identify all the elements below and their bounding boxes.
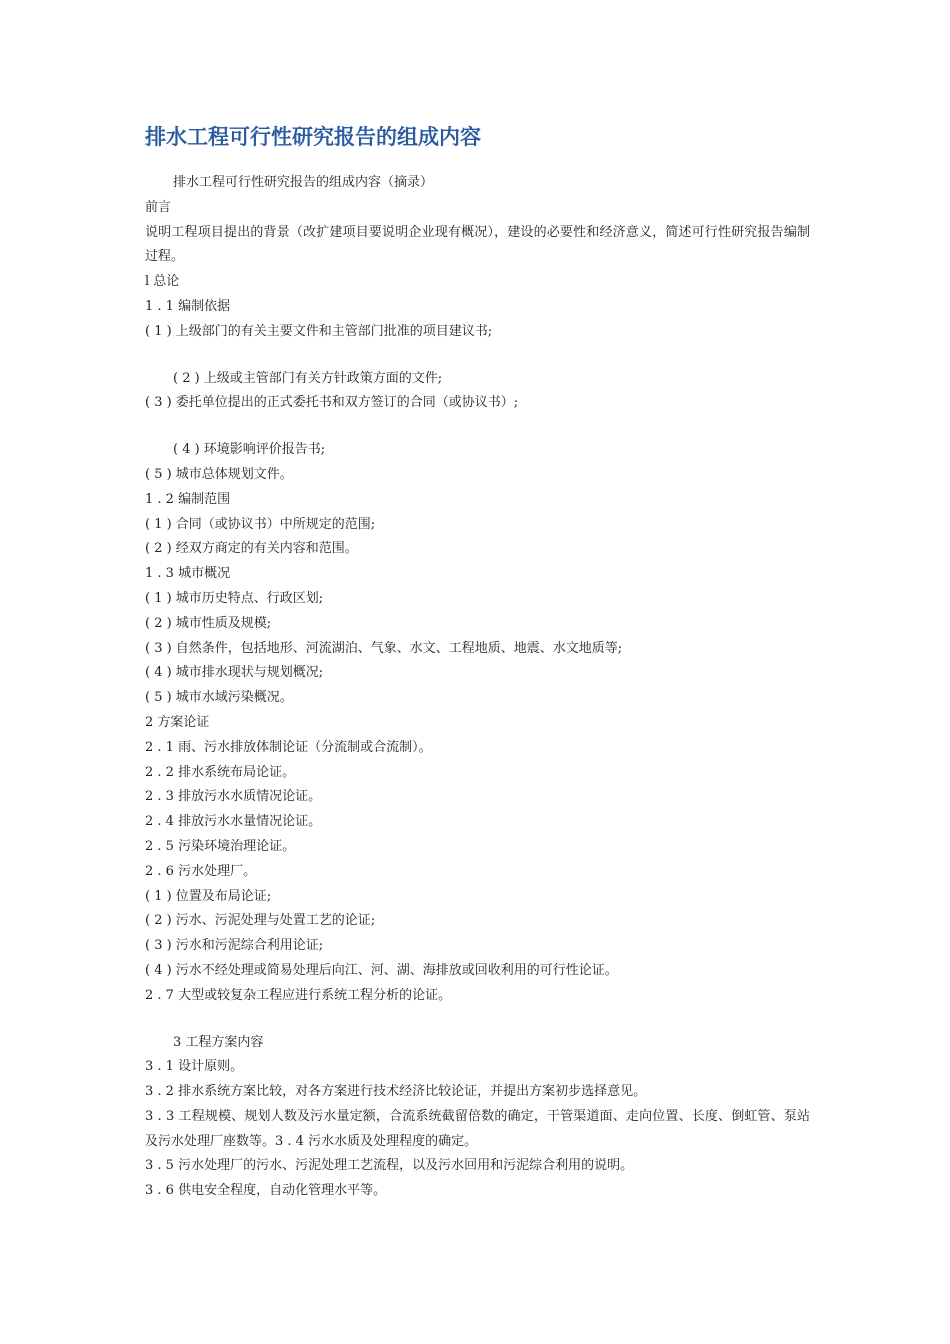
subsection-paragraph: 3 . 3 工程规模、规划人数及污水量定额，合流系统截留倍数的确定，干管渠道面、走向位置、长度、倒虹管、泵站及污水处理厂座数等。3 . 4 污水水质及处理程度的确定。 [145, 1108, 810, 1149]
list-item: ( 4 ) 污水不经处理或简易处理后向江、河、湖、海排放或回收利用的可行性论证。 [145, 962, 618, 978]
list-item: ( 1 ) 上级部门的有关主要文件和主管部门批准的项目建议书; [145, 323, 493, 339]
subsection-heading: 3 . 6 供电安全程度，自动化管理水平等。 [145, 1183, 387, 1199]
document-body [145, 171, 810, 1204]
subsection-heading: 1 . 3 城市概况 [145, 566, 231, 582]
section-heading: 2 方案论证 [145, 714, 210, 730]
list-item: ( 5 ) 城市总体规划文件。 [145, 466, 293, 482]
preface-paragraph: 说明工程项目提出的背景（改扩建项目要说明企业现有概况），建设的必要性和经济意义，简述可行性研究报告编制过程。 [145, 224, 810, 265]
list-item: ( 2 ) 污水、污泥处理与处置工艺的论证; [145, 913, 376, 929]
list-item: ( 1 ) 城市历史特点、行政区划; [145, 590, 324, 606]
list-item: ( 4 ) 环境影响评价报告书; [173, 442, 326, 458]
list-item: ( 5 ) 城市水域污染概况。 [145, 690, 293, 706]
subsection-heading: 2 . 3 排放污水水质情况论证。 [145, 789, 322, 805]
list-item: ( 2 ) 经双方商定的有关内容和范围。 [145, 541, 358, 557]
subsection-heading: 1 . 2 编制范围 [145, 491, 231, 507]
subsection-heading: 3 . 1 设计原则。 [145, 1059, 244, 1075]
subsection-heading: 3 . 5 污水处理厂的污水、污泥处理工艺流程，以及污水回用和污泥综合利用的说明。 [145, 1158, 634, 1174]
preface-heading: 前言 [145, 199, 172, 215]
list-item: ( 2 ) 城市性质及规模; [145, 615, 272, 631]
section-heading: l 总论 [145, 274, 180, 290]
subsection-heading: 2 . 1 雨、污水排放体制论证（分流制或合流制）。 [145, 739, 432, 755]
list-item: ( 2 ) 上级或主管部门有关方针政策方面的文件; [173, 370, 443, 386]
subsection-heading: 3 . 2 排水系统方案比较，对各方案进行技术经济比较论证，并提出方案初步选择意见。 [145, 1084, 647, 1100]
list-item: ( 3 ) 污水和污泥综合利用论证; [145, 938, 324, 954]
page-title: 排水工程可行性研究报告的组成内容 [145, 125, 481, 149]
paragraph-gap [145, 1009, 810, 1031]
paragraph-gap [145, 416, 810, 438]
section-heading: 3 工程方案内容 [173, 1034, 264, 1050]
list-item: ( 1 ) 位置及布局论证; [145, 888, 272, 904]
list-item: ( 3 ) 委托单位提出的正式委托书和双方签订的合同（或协议书）; [145, 395, 519, 411]
subsection-heading: 2 . 7 大型或较复杂工程应进行系统工程分析的论证。 [145, 987, 452, 1003]
list-item: ( 3 ) 自然条件，包括地形、河流湖泊、气象、水文、工程地质、地震、水文地质等; [145, 640, 623, 656]
document-subtitle: 排水工程可行性研究报告的组成内容（摘录） [173, 175, 434, 190]
subsection-heading: 1 . 1 编制依据 [145, 298, 231, 314]
subsection-heading: 2 . 4 排放污水水量情况论证。 [145, 814, 322, 830]
subsection-heading: 2 . 6 污水处理厂。 [145, 863, 257, 879]
subsection-heading: 2 . 2 排水系统布局论证。 [145, 764, 296, 780]
list-item: ( 4 ) 城市排水现状与规划概况; [145, 665, 324, 681]
subsection-heading: 2 . 5 污染环境治理论证。 [145, 838, 296, 854]
list-item: ( 1 ) 合同（或协议书）中所规定的范围; [145, 516, 376, 532]
paragraph-gap [145, 345, 810, 367]
